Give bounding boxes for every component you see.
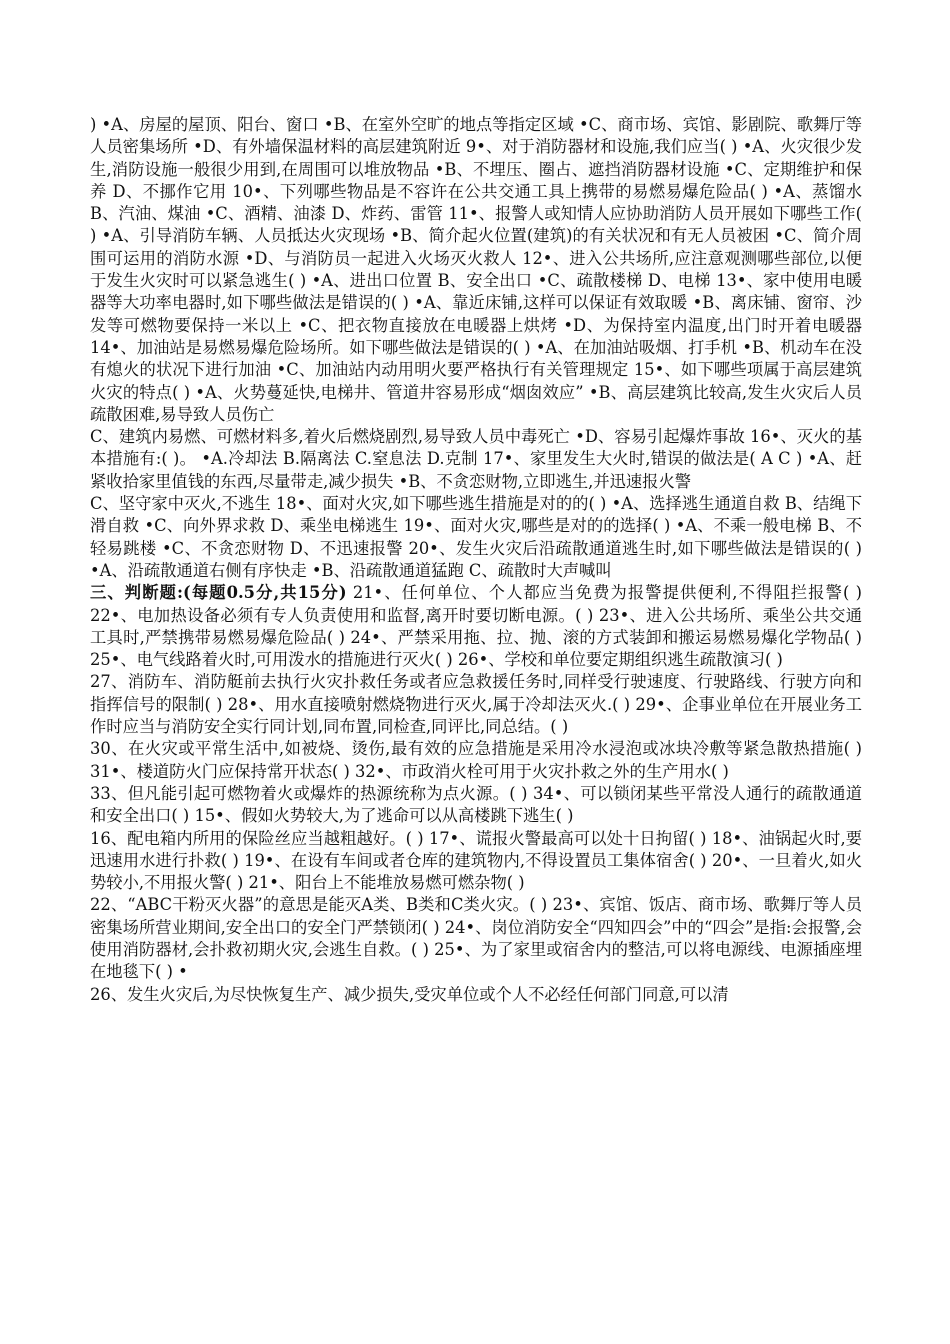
section-text: 21•、任何单位、个人都应当免费为报警提供便利,不得阻拦报警( ) 22•、电加热设备必须有专人负责使用和监督,离开时要切断电源。( ) 23•、进入公共场所、乘坐公共交通工具时,严禁携带易燃易爆危险品( ) 24•、严禁采用拖、拉、抛、滚的方式装卸和搬运易燃易爆化学物品( ) 25•、电气线路着火时,可用泼水的措施进行灭火( ) 26•、学校和单位要定期组织逃生疏散演习( ) <box>90 583 862 670</box>
paragraph: C、建筑内易燃、可燃材料多,着火后燃烧剧烈,易导致人员中毒死亡 •D、容易引起爆炸事故 16•、灭火的基本措施有:( )。 •A.冷却法 B.隔离法 C.窒息法 D.克制 17•、家里发生大火时,错误的做法是( A C ) •A、赶紧收拾家里值钱的东西,尽量带走,减少损失 •B、不贪恋财物,立即逃生,并迅速报火警 <box>90 427 862 491</box>
paragraph: 30、在火灾或平常生活中,如被烧、烫伤,最有效的应急措施是采用冷水浸泡或冰块冷敷等紧急散热措施( ) 31•、楼道防火门应保持常开状态( ) 32•、市政消火栓可用于火灾扑救之外的生产用水( ) <box>90 739 862 781</box>
paragraph: 27、消防车、消防艇前去执行火灾扑救任务或者应急救援任务时,同样受行驶速度、行驶路线、行驶方向和指挥信号的限制( ) 28•、用水直接喷射燃烧物进行灭火,属于冷却法灭火.( ) 29•、企事业单位在开展业务工作时应当与消防安全实行同计划,同布置,同检查,同评比,同总结。( ) <box>90 672 862 737</box>
document-body <box>90 114 862 1006</box>
paragraph: 16、配电箱内所用的保险丝应当越粗越好。( ) 17•、谎报火警最高可以处十日拘留( ) 18•、油锅起火时,要迅速用水进行扑救( ) 19•、在设有车间或者仓库的建筑物内,不得设置员工集体宿舍( ) 20•、一旦着火,如火势较小,不用报火警( ) 21•、阳台上不能堆放易燃可燃杂物( ) <box>90 828 862 893</box>
section-paragraph <box>90 582 862 671</box>
paragraph: C、坚守家中灭火,不逃生 18•、面对火灾,如下哪些逃生措施是对的的( ) •A、选择逃生通道自救 B、结绳下滑自救 •C、向外界求救 D、乘坐电梯逃生 19•、面对火灾,哪些是对的的选择( ) •A、不乘一般电梯 B、不轻易跳楼 •C、不贪恋财物 D、不迅速报警 20•、发生火灾后沿疏散通道逃生时,如下哪些做法是错误的( ) •A、沿疏散通道右侧有序快走 •B、沿疏散通道猛跑 C、疏散时大声喊叫 <box>90 494 862 580</box>
paragraph: 26、发生火灾后,为尽快恢复生产、减少损失,受灾单位或个人不必经任何部门同意,可以清 <box>90 984 729 1004</box>
paragraph: ) •A、房屋的屋顶、阳台、窗口 •B、在室外空旷的地点等指定区域 •C、商市场、宾馆、影剧院、歌舞厅等人员密集场所 •D、有外墙保温材料的高层建筑附近 9•、对于消防器材和设施,我们应当( ) •A、火灾很少发生,消防设施一般很少用到,在周围可以堆放物品 •B、不埋压、圈占、遮挡消防器材设施 •C、定期维护和保养 D、不挪作它用 10•、下列哪些物品是不容许在公共交通工具上携带的易燃易爆危险品( ) •A、蒸馏水 B、汽油、煤油 •C、酒精、油漆 D、炸药、雷管 11•、报警人或知情人应协助消防人员开展如下哪些工作( ) •A、引导消防车辆、人员抵达火灾现场 •B、简介起火位置(建筑)的有关状况和有无人员被困 •C、简介周围可运用的消防水源 •D、与消防员一起进入火场灭火救人 12•、进入公共场所,应注意观测哪些部位,以便于发生火灾时可以紧急逃生( ) •A、进出口位置 B、安全出口 •C、疏散楼梯 D、电梯 13•、家中使用电暖器等大功率电器时,如下哪些做法是错误的( ) •A、靠近床铺,这样可以保证有效取暖 •B、离床铺、窗帘、沙发等可燃物要保持一米以上 •C、把衣物直接放在电暖器上烘烤 •D、为保持室内温度,出门时开着电暖器 14•、加油站是易燃易爆危险场所。如下哪些做法是错误的( ) •A、在加油站吸烟、打手机 •B、机动车在没有熄火的状况下进行加油 •C、加油站内动用明火要严格执行有关管理规定 15•、如下哪些项属于高层建筑火灾的特点( ) •A、火势蔓延快,电梯井、管道井容易形成“烟囱效应” •B、高层建筑比较高,发生火灾后人员疏散困难,易导致人员伤亡 <box>90 115 862 424</box>
paragraph: 33、但凡能引起可燃物着火或爆炸的热源统称为点火源。( ) 34•、可以锁闭某些平常没人通行的疏散通道和安全出口( ) 15•、假如火势较大,为了逃命可以从高楼跳下逃生( ) <box>90 783 862 826</box>
section-title: 三、判断题:(每题0.5分,共15分) <box>90 583 347 603</box>
paragraph: 22、“ABC干粉灭火器”的意思是能灭A类、B类和C类火灾。( ) 23•、宾馆、饭店、商市场、歌舞厅等人员密集场所营业期间,安全出口的安全门严禁锁闭( ) 24•、岗位消防安全“四知四会”中的“四会”是指:会报警,会使用消防器材,会扑救初期火灾,会逃生自救。( ) 25•、为了家里或宿舍内的整洁,可以将电源线、电源插座埋在地毯下( ) • <box>90 895 862 982</box>
